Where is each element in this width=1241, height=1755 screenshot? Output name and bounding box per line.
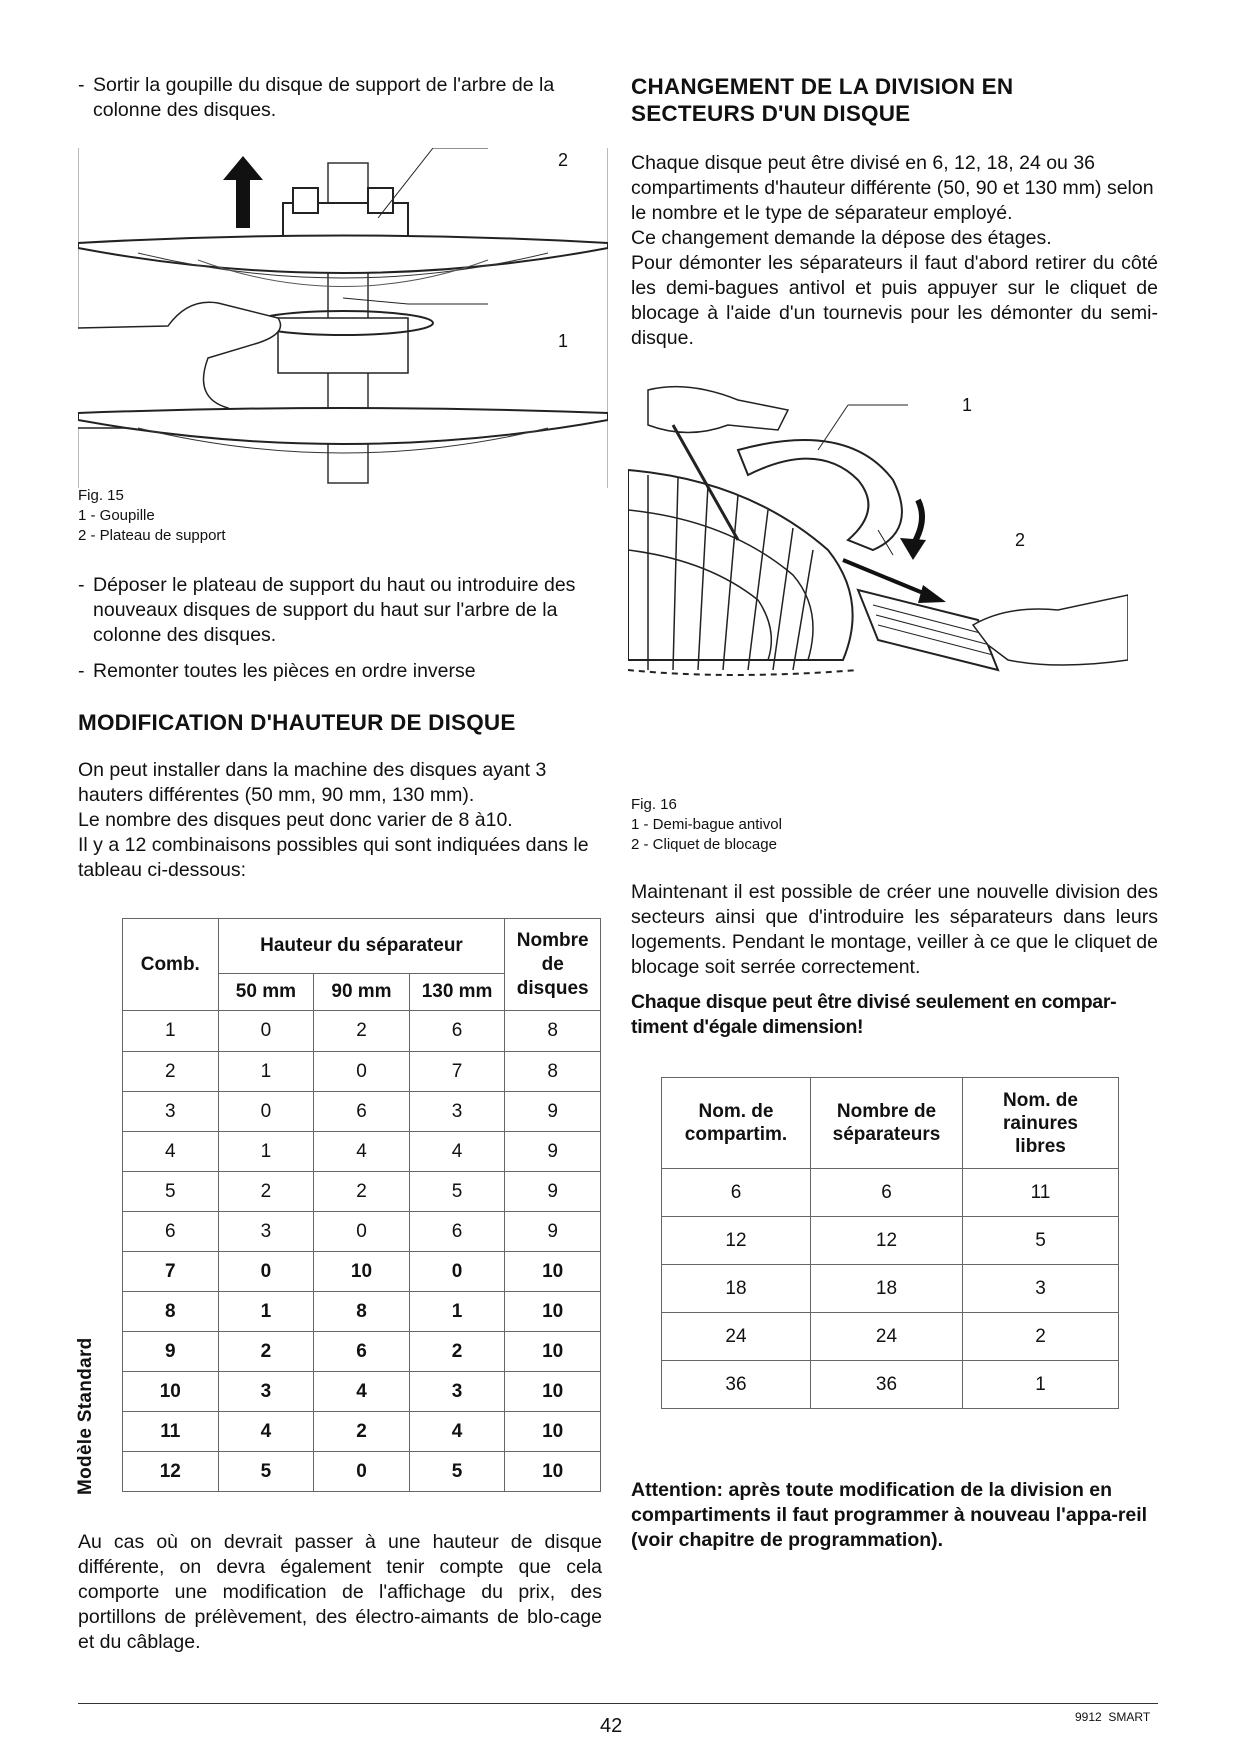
table-cell: 5	[218, 1452, 314, 1492]
table-row	[662, 1313, 1119, 1361]
table-cell: 7	[123, 1252, 219, 1292]
table-cell: 2	[314, 1172, 410, 1212]
table-cell: 24	[811, 1313, 963, 1361]
fig16-caption-title: Fig. 16	[631, 796, 677, 813]
page-number: 42	[600, 1715, 623, 1737]
table-cell: 0	[409, 1252, 505, 1292]
table-row	[662, 1265, 1119, 1313]
side-label-standard: Modèle Standard	[75, 1337, 96, 1495]
th-nombre-l3: disques	[516, 977, 589, 999]
fig16-callout-2: 2	[1015, 530, 1026, 550]
right-para-1: Chaque disque peut être divisé en 6, 12, 18, 24 ou 36 compartiments d'hauteur différente (50, 90 et 130 mm) selon le nombre et le type de séparateur employé.	[631, 152, 1154, 224]
bullet-deposit-plate: - Déposer le plateau de support du haut ou introduire des nouveaux disques de support du haut sur l'arbre de la colonne des disques.	[78, 573, 602, 648]
table-row	[123, 1172, 601, 1212]
table-row	[123, 1132, 601, 1172]
table-cell: 10	[505, 1252, 601, 1292]
table-cell: 12	[811, 1217, 963, 1265]
curved-arrow-icon	[913, 500, 922, 545]
th-comb: Comb.	[123, 919, 219, 1011]
th-compartim-l2: compartim.	[684, 1124, 788, 1145]
table-cell: 3	[123, 1092, 219, 1132]
arrow-up-icon	[223, 156, 263, 228]
th-separateurs-l1: Nombre de	[836, 1101, 937, 1122]
left-closing-para: Au cas où on devrait passer à une hauteur de disque différente, on devra également tenir compte que cela comporte une modification de l'affichage du prix, des portillons de prélèvement, des électro-aimants de blo-cage et du câblage.	[78, 1531, 602, 1653]
table-cell: 5	[963, 1217, 1119, 1265]
division-table	[661, 1077, 1119, 1409]
th-rainures-l2: rainures	[1003, 1112, 1078, 1134]
th-nombre-l2: de	[541, 953, 564, 975]
table-cell: 9	[505, 1212, 601, 1252]
right-para-3: Pour démonter les séparateurs il faut d'abord retirer du côté les demi-bagues antivol et puis appuyer sur le cliquet de blocage à l'aide d'un tournevis pour les démonter du semi-disque.	[631, 252, 1158, 349]
table-cell: 1	[218, 1292, 314, 1332]
table-cell: 8	[505, 1052, 601, 1092]
table-row	[123, 1011, 601, 1052]
table-cell: 18	[811, 1265, 963, 1313]
table-cell: 0	[314, 1212, 410, 1252]
heading-changement: CHANGEMENT DE LA DIVISION EN SECTEURS D'UN DISQUE	[631, 74, 1014, 126]
table-cell: 3	[218, 1212, 314, 1252]
table-cell: 4	[314, 1132, 410, 1172]
table-cell: 6	[811, 1169, 963, 1217]
table-row	[123, 1052, 601, 1092]
fig16-caption-2: 2 - Cliquet de blocage	[631, 836, 777, 853]
table-cell: 9	[123, 1332, 219, 1372]
th-separateurs-l2: séparateurs	[832, 1124, 941, 1145]
th-compartim-l1: Nom. de	[698, 1101, 774, 1122]
table-cell: 2	[218, 1332, 314, 1372]
table-cell: 1	[123, 1011, 219, 1052]
th-rainures-l3: libres	[1015, 1135, 1066, 1157]
bullet-reassemble: - Remonter toutes les pièces en ordre inverse	[78, 659, 602, 684]
table-cell: 9	[505, 1172, 601, 1212]
left-para-3: Il y a 12 combinaisons possibles qui sont indiquées dans le tableau ci-dessous:	[78, 834, 589, 881]
fig15-caption-1: 1 - Goupille	[78, 507, 155, 524]
table-cell: 6	[314, 1332, 410, 1372]
table-cell: 24	[662, 1313, 811, 1361]
table-cell: 0	[218, 1252, 314, 1292]
table-cell: 0	[218, 1092, 314, 1132]
table-cell: 9	[505, 1132, 601, 1172]
bullet-remove-pin: - Sortir la goupille du disque de support de l'arbre de la colonne des disques.	[78, 73, 602, 123]
fig15-caption-2: 2 - Plateau de support	[78, 527, 226, 544]
table-cell: 11	[963, 1169, 1119, 1217]
bullet-remove-pin-text: Sortir la goupille du disque de support de l'arbre de la colonne des disques.	[93, 74, 555, 121]
table-cell: 8	[314, 1292, 410, 1332]
table-cell: 10	[505, 1372, 601, 1412]
table-cell: 10	[505, 1332, 601, 1372]
table-cell: 3	[409, 1092, 505, 1132]
th-hauteur: Hauteur du séparateur	[218, 919, 505, 974]
table-cell: 2	[123, 1052, 219, 1092]
bullet-deposit-plate-text: Déposer le plateau de support du haut ou introduire des nouveaux disques de support du haut sur l'arbre de la colonne des disques.	[93, 574, 576, 646]
left-para-2: Le nombre des disques peut donc varier de 8 à10.	[78, 809, 513, 831]
table-cell: 4	[409, 1132, 505, 1172]
fig15-caption	[78, 486, 226, 546]
table-cell: 2	[218, 1172, 314, 1212]
table-cell: 2	[314, 1011, 410, 1052]
table-cell: 10	[505, 1452, 601, 1492]
right-para-2: Ce changement demande la dépose des étages.	[631, 227, 1052, 249]
table-cell: 6	[314, 1092, 410, 1132]
th-130mm: 130 mm	[409, 974, 505, 1011]
table-cell: 5	[409, 1172, 505, 1212]
table-row	[662, 1361, 1119, 1409]
heading-modification: MODIFICATION D'HAUTEUR DE DISQUE	[78, 710, 516, 735]
table-cell: 1	[218, 1132, 314, 1172]
table-cell: 10	[314, 1252, 410, 1292]
th-nombre	[505, 919, 601, 1011]
table-cell: 12	[662, 1217, 811, 1265]
table-cell: 1	[409, 1292, 505, 1332]
table-row	[123, 1092, 601, 1132]
table-cell: 11	[123, 1412, 219, 1452]
fig16-callout-1: 1	[962, 395, 973, 415]
fig16-caption-1: 1 - Demi-bague antivol	[631, 816, 782, 833]
th-90mm: 90 mm	[314, 974, 410, 1011]
attention-note: Attention: après toute modification de la division en compartiments il faut programmer à nouveau l'appa-reil (voir chapitre de programmation).	[631, 1479, 1148, 1551]
table-cell: 36	[811, 1361, 963, 1409]
table-cell: 5	[409, 1452, 505, 1492]
table-row	[662, 1169, 1119, 1217]
table-cell: 6	[662, 1169, 811, 1217]
footer-rule	[78, 1703, 1158, 1704]
table-cell: 8	[123, 1292, 219, 1332]
table-row	[123, 1332, 601, 1372]
table-cell: 0	[218, 1011, 314, 1052]
table-cell: 4	[314, 1372, 410, 1412]
left-para-1: On peut installer dans la machine des disques ayant 3 hauters différentes (50 mm, 90 mm, 130 mm).	[78, 759, 547, 806]
table-cell: 0	[314, 1452, 410, 1492]
th-separateurs	[811, 1078, 963, 1169]
th-50mm: 50 mm	[218, 974, 314, 1011]
table-cell: 5	[123, 1172, 219, 1212]
table-cell: 6	[123, 1212, 219, 1252]
table-cell: 8	[505, 1011, 601, 1052]
table-cell: 6	[409, 1212, 505, 1252]
table-row	[123, 1452, 601, 1492]
doc-reference: 9912 SMART	[1075, 1710, 1151, 1724]
figure-16-illustration	[628, 370, 1128, 720]
table-cell: 10	[505, 1412, 601, 1452]
fig15-callout-1: 1	[558, 331, 569, 351]
table-cell: 1	[218, 1052, 314, 1092]
table-cell: 4	[409, 1412, 505, 1452]
figure-15-illustration	[78, 148, 608, 488]
table-cell: 2	[963, 1313, 1119, 1361]
th-rainures	[963, 1078, 1119, 1169]
combinations-table	[122, 918, 601, 1492]
fig15-callout-2: 2	[558, 150, 569, 170]
th-compartim	[662, 1078, 811, 1169]
right-bold-note: Chaque disque peut être divisé seulement en compar-timent d'égale dimension!	[631, 991, 1117, 1038]
right-para-4: Maintenant il est possible de créer une nouvelle division des secteurs ainsi que d'introduire les séparateurs dans leurs logements. Pendant le montage, veiller à ce que le cliquet de blocage soit serrée correctement.	[631, 881, 1158, 978]
table-cell: 18	[662, 1265, 811, 1313]
table-row	[123, 1372, 601, 1412]
table-cell: 10	[505, 1292, 601, 1332]
table-cell: 2	[409, 1332, 505, 1372]
table-cell: 3	[218, 1372, 314, 1412]
table-cell: 3	[409, 1372, 505, 1412]
table-cell: 9	[505, 1092, 601, 1132]
table-cell: 3	[963, 1265, 1119, 1313]
table-cell: 6	[409, 1011, 505, 1052]
table-cell: 36	[662, 1361, 811, 1409]
table-row	[123, 1292, 601, 1332]
table-cell: 4	[123, 1132, 219, 1172]
table-cell: 4	[218, 1412, 314, 1452]
table-row	[662, 1217, 1119, 1265]
fig15-caption-title: Fig. 15	[78, 487, 124, 504]
table-row	[123, 1412, 601, 1452]
table-cell: 10	[123, 1372, 219, 1412]
fig16-caption	[631, 795, 782, 855]
table-cell: 7	[409, 1052, 505, 1092]
th-rainures-l1: Nom. de	[1003, 1089, 1078, 1111]
th-nombre-l1: Nombre	[516, 929, 589, 951]
table-row	[123, 1212, 601, 1252]
table-row	[123, 1252, 601, 1292]
table-cell: 2	[314, 1412, 410, 1452]
bullet-reassemble-text: Remonter toutes les pièces en ordre inverse	[93, 660, 476, 682]
table-cell: 12	[123, 1452, 219, 1492]
table-cell: 1	[963, 1361, 1119, 1409]
table-cell: 0	[314, 1052, 410, 1092]
